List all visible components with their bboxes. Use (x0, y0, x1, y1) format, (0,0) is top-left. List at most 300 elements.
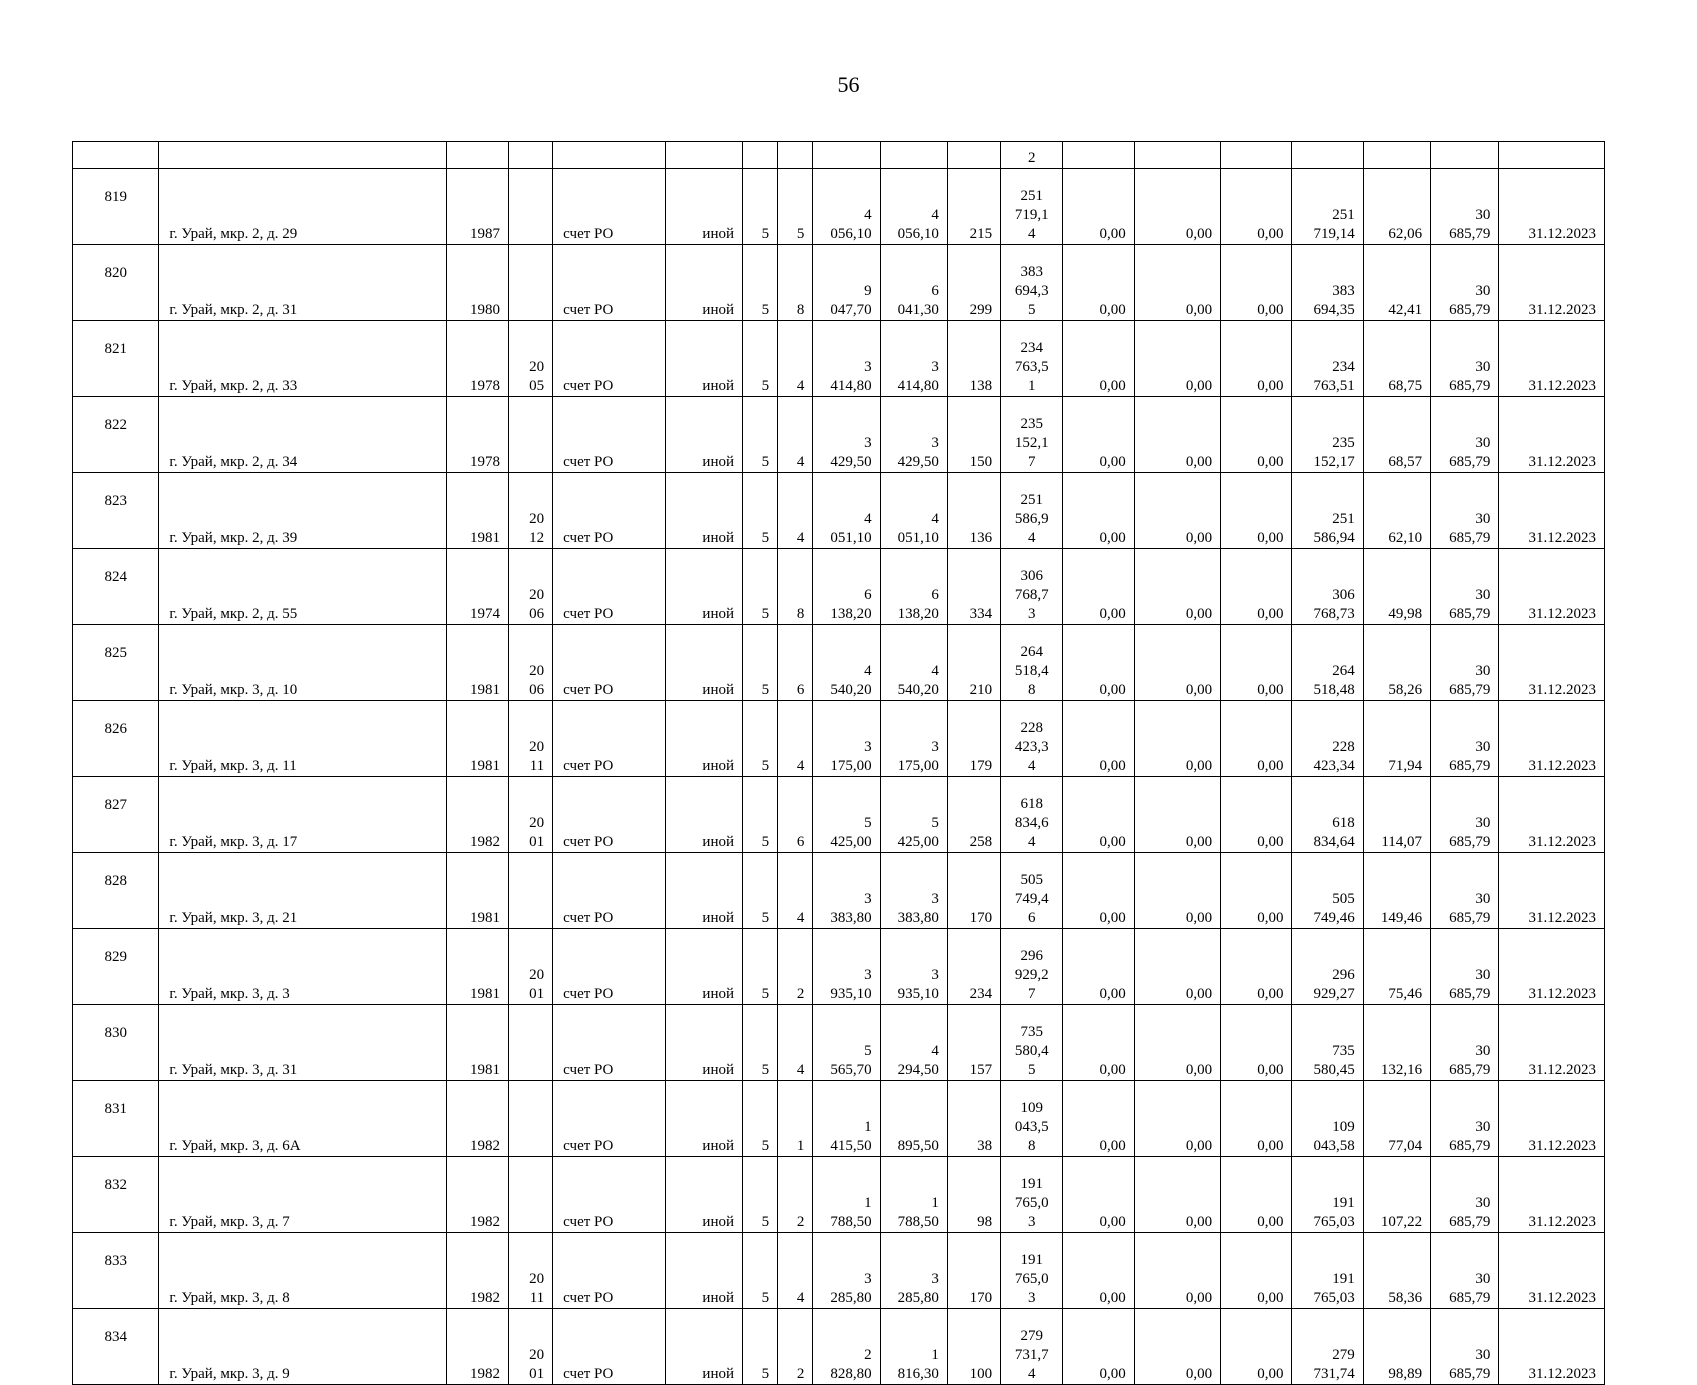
cost-per-m2-cell: 42,41 (1363, 245, 1430, 321)
cost-column-4-cell: 735 580,45 (1292, 1005, 1363, 1081)
floors-cell: 5 (743, 1157, 778, 1233)
total-area-cell: 3 429,50 (813, 397, 880, 473)
cost-limit-cell: 30 685,79 (1431, 245, 1499, 321)
header-cell (553, 142, 666, 169)
address-cell: г. Урай, мкр. 3, д. 6А (159, 1081, 446, 1157)
residents-cell: 98 (947, 1157, 1000, 1233)
floors-cell: 5 (743, 1233, 778, 1309)
cost-column-3-cell: 0,00 (1221, 1005, 1292, 1081)
total-area-cell: 5 565,70 (813, 1005, 880, 1081)
fund-method-cell: счет РО (553, 701, 666, 777)
address-cell: г. Урай, мкр. 2, д. 55 (159, 549, 446, 625)
address-cell: г. Урай, мкр. 3, д. 10 (159, 625, 446, 701)
floors-cell: 5 (743, 549, 778, 625)
year-repair-cell: 20 12 (508, 473, 552, 549)
cost-limit-cell: 30 685,79 (1431, 853, 1499, 929)
year-built-cell: 1982 (446, 1309, 508, 1385)
fund-method-cell: счет РО (553, 1081, 666, 1157)
cost-column-1-cell: 0,00 (1063, 1309, 1134, 1385)
residents-cell: 234 (947, 929, 1000, 1005)
cost-column-4-cell: 191 765,03 (1292, 1157, 1363, 1233)
cost-column-4-cell: 109 043,58 (1292, 1081, 1363, 1157)
cost-per-m2-cell: 71,94 (1363, 701, 1430, 777)
cost-column-3-cell: 0,00 (1221, 397, 1292, 473)
cost-limit-cell: 30 685,79 (1431, 169, 1499, 245)
living-area-cell: 3 383,80 (880, 853, 947, 929)
year-repair-cell: 20 05 (508, 321, 552, 397)
cost-column-2-cell: 0,00 (1134, 1157, 1220, 1233)
table-row (73, 169, 1605, 245)
table-row (73, 549, 1605, 625)
deadline-cell: 31.12.2023 (1499, 701, 1605, 777)
total-area-cell: 1 415,50 (813, 1081, 880, 1157)
floors-cell: 5 (743, 473, 778, 549)
living-area-cell: 1 788,50 (880, 1157, 947, 1233)
fund-method-cell: счет РО (553, 1233, 666, 1309)
residents-cell: 258 (947, 777, 1000, 853)
fund-method-cell: счет РО (553, 853, 666, 929)
floors-cell: 5 (743, 625, 778, 701)
cost-limit-cell: 30 685,79 (1431, 1233, 1499, 1309)
total-cost-cell: 191 765,0 3 (1001, 1157, 1063, 1233)
deadline-cell: 31.12.2023 (1499, 245, 1605, 321)
fund-method-cell: счет РО (553, 397, 666, 473)
cost-column-2-cell: 0,00 (1134, 1233, 1220, 1309)
building-type-cell: иной (665, 853, 742, 929)
cost-column-2-cell: 0,00 (1134, 853, 1220, 929)
cost-column-2-cell: 0,00 (1134, 321, 1220, 397)
total-cost-cell: 279 731,7 4 (1001, 1309, 1063, 1385)
total-cost-cell: 251 719,1 4 (1001, 169, 1063, 245)
cost-per-m2-cell: 49,98 (1363, 549, 1430, 625)
table-row (73, 397, 1605, 473)
entrances-cell: 1 (778, 1081, 813, 1157)
deadline-cell: 31.12.2023 (1499, 1157, 1605, 1233)
cost-column-3-cell: 0,00 (1221, 1309, 1292, 1385)
total-area-cell: 4 540,20 (813, 625, 880, 701)
year-repair-cell (508, 1157, 552, 1233)
cost-limit-cell: 30 685,79 (1431, 549, 1499, 625)
entrances-cell: 2 (778, 1157, 813, 1233)
fund-method-cell: счет РО (553, 1157, 666, 1233)
row-number-cell: 822 (73, 397, 159, 473)
header-cell (813, 142, 880, 169)
building-type-cell: иной (665, 929, 742, 1005)
year-repair-cell (508, 853, 552, 929)
table-row (73, 1005, 1605, 1081)
table-row (73, 321, 1605, 397)
fund-method-cell: счет РО (553, 473, 666, 549)
cost-column-4-cell: 251 719,14 (1292, 169, 1363, 245)
table-row (73, 1233, 1605, 1309)
header-cell (446, 142, 508, 169)
cost-column-3-cell: 0,00 (1221, 549, 1292, 625)
year-built-cell: 1978 (446, 321, 508, 397)
year-built-cell: 1981 (446, 625, 508, 701)
address-cell: г. Урай, мкр. 3, д. 17 (159, 777, 446, 853)
table-row (73, 245, 1605, 321)
cost-column-2-cell: 0,00 (1134, 701, 1220, 777)
cost-column-1-cell: 0,00 (1063, 397, 1134, 473)
living-area-cell: 6 041,30 (880, 245, 947, 321)
cost-per-m2-cell: 149,46 (1363, 853, 1430, 929)
floors-cell: 5 (743, 169, 778, 245)
cost-column-4-cell: 228 423,34 (1292, 701, 1363, 777)
fund-method-cell: счет РО (553, 929, 666, 1005)
cost-column-1-cell: 0,00 (1063, 1005, 1134, 1081)
header-cell (1063, 142, 1134, 169)
table-row (73, 473, 1605, 549)
building-type-cell: иной (665, 1309, 742, 1385)
header-cell (1363, 142, 1430, 169)
year-repair-cell (508, 1005, 552, 1081)
row-number-cell: 827 (73, 777, 159, 853)
year-repair-cell (508, 169, 552, 245)
cost-column-1-cell: 0,00 (1063, 321, 1134, 397)
deadline-cell: 31.12.2023 (1499, 777, 1605, 853)
cost-column-1-cell: 0,00 (1063, 777, 1134, 853)
cost-per-m2-cell: 132,16 (1363, 1005, 1430, 1081)
year-repair-cell: 20 01 (508, 777, 552, 853)
floors-cell: 5 (743, 397, 778, 473)
living-area-cell: 3 429,50 (880, 397, 947, 473)
cost-column-2-cell: 0,00 (1134, 1005, 1220, 1081)
cost-column-1-cell: 0,00 (1063, 625, 1134, 701)
row-number-cell: 834 (73, 1309, 159, 1385)
cost-column-3-cell: 0,00 (1221, 777, 1292, 853)
total-area-cell: 3 285,80 (813, 1233, 880, 1309)
entrances-cell: 2 (778, 929, 813, 1005)
living-area-cell: 3 175,00 (880, 701, 947, 777)
address-cell: г. Урай, мкр. 3, д. 21 (159, 853, 446, 929)
year-repair-cell: 20 01 (508, 929, 552, 1005)
fund-method-cell: счет РО (553, 1005, 666, 1081)
entrances-cell: 8 (778, 245, 813, 321)
entrances-cell: 8 (778, 549, 813, 625)
cost-limit-cell: 30 685,79 (1431, 777, 1499, 853)
total-cost-cell: 264 518,4 8 (1001, 625, 1063, 701)
cost-column-1-cell: 0,00 (1063, 473, 1134, 549)
row-number-cell: 825 (73, 625, 159, 701)
cost-column-4-cell: 191 765,03 (1292, 1233, 1363, 1309)
fund-method-cell: счет РО (553, 549, 666, 625)
address-cell: г. Урай, мкр. 3, д. 3 (159, 929, 446, 1005)
entrances-cell: 4 (778, 397, 813, 473)
floors-cell: 5 (743, 1081, 778, 1157)
fund-method-cell: счет РО (553, 321, 666, 397)
table-row (73, 1309, 1605, 1385)
row-number-cell: 820 (73, 245, 159, 321)
cost-column-2-cell: 0,00 (1134, 549, 1220, 625)
cost-column-1-cell: 0,00 (1063, 853, 1134, 929)
cost-per-m2-cell: 68,75 (1363, 321, 1430, 397)
living-area-cell: 1 816,30 (880, 1309, 947, 1385)
address-cell: г. Урай, мкр. 3, д. 7 (159, 1157, 446, 1233)
row-number-cell: 823 (73, 473, 159, 549)
cost-column-2-cell: 0,00 (1134, 245, 1220, 321)
entrances-cell: 6 (778, 777, 813, 853)
cost-limit-cell: 30 685,79 (1431, 701, 1499, 777)
living-area-cell: 3 935,10 (880, 929, 947, 1005)
total-cost-cell: 109 043,5 8 (1001, 1081, 1063, 1157)
total-cost-cell: 306 768,7 3 (1001, 549, 1063, 625)
year-built-cell: 1982 (446, 777, 508, 853)
entrances-cell: 5 (778, 169, 813, 245)
total-area-cell: 6 138,20 (813, 549, 880, 625)
total-cost-cell: 228 423,3 4 (1001, 701, 1063, 777)
total-area-cell: 3 935,10 (813, 929, 880, 1005)
cost-column-1-cell: 0,00 (1063, 1233, 1134, 1309)
table-row (73, 1157, 1605, 1233)
cost-limit-cell: 30 685,79 (1431, 1157, 1499, 1233)
cost-column-1-cell: 0,00 (1063, 929, 1134, 1005)
cost-column-2-cell: 0,00 (1134, 1081, 1220, 1157)
row-number-cell: 821 (73, 321, 159, 397)
cost-limit-cell: 30 685,79 (1431, 397, 1499, 473)
total-area-cell: 2 828,80 (813, 1309, 880, 1385)
cost-per-m2-cell: 62,10 (1363, 473, 1430, 549)
row-number-cell: 826 (73, 701, 159, 777)
fund-method-cell: счет РО (553, 245, 666, 321)
address-cell: г. Урай, мкр. 2, д. 39 (159, 473, 446, 549)
cost-limit-cell: 30 685,79 (1431, 473, 1499, 549)
year-built-cell: 1981 (446, 929, 508, 1005)
deadline-cell: 31.12.2023 (1499, 853, 1605, 929)
building-type-cell: иной (665, 1233, 742, 1309)
deadline-cell: 31.12.2023 (1499, 929, 1605, 1005)
living-area-cell: 895,50 (880, 1081, 947, 1157)
entrances-cell: 4 (778, 321, 813, 397)
year-built-cell: 1978 (446, 397, 508, 473)
floors-cell: 5 (743, 929, 778, 1005)
living-area-cell: 6 138,20 (880, 549, 947, 625)
year-built-cell: 1981 (446, 1005, 508, 1081)
residents-cell: 170 (947, 853, 1000, 929)
total-cost-cell: 735 580,4 5 (1001, 1005, 1063, 1081)
cost-column-3-cell: 0,00 (1221, 625, 1292, 701)
deadline-cell: 31.12.2023 (1499, 321, 1605, 397)
cost-limit-cell: 30 685,79 (1431, 321, 1499, 397)
building-type-cell: иной (665, 473, 742, 549)
header-row (73, 142, 1605, 169)
cost-column-1-cell: 0,00 (1063, 701, 1134, 777)
cost-column-1-cell: 0,00 (1063, 245, 1134, 321)
total-cost-cell: 234 763,5 1 (1001, 321, 1063, 397)
living-area-cell: 4 294,50 (880, 1005, 947, 1081)
deadline-cell: 31.12.2023 (1499, 625, 1605, 701)
living-area-cell: 3 285,80 (880, 1233, 947, 1309)
deadline-cell: 31.12.2023 (1499, 397, 1605, 473)
total-cost-cell: 383 694,3 5 (1001, 245, 1063, 321)
cost-column-3-cell: 0,00 (1221, 1233, 1292, 1309)
year-built-cell: 1987 (446, 169, 508, 245)
row-number-cell: 830 (73, 1005, 159, 1081)
year-built-cell: 1980 (446, 245, 508, 321)
floors-cell: 5 (743, 321, 778, 397)
total-cost-cell: 505 749,4 6 (1001, 853, 1063, 929)
building-type-cell: иной (665, 625, 742, 701)
cost-column-2-cell: 0,00 (1134, 473, 1220, 549)
table-row (73, 853, 1605, 929)
total-area-cell: 4 056,10 (813, 169, 880, 245)
cost-column-2-cell: 0,00 (1134, 929, 1220, 1005)
cost-column-1-cell: 0,00 (1063, 549, 1134, 625)
row-number-cell: 831 (73, 1081, 159, 1157)
deadline-cell: 31.12.2023 (1499, 169, 1605, 245)
building-type-cell: иной (665, 169, 742, 245)
cost-column-2-cell: 0,00 (1134, 625, 1220, 701)
year-built-cell: 1974 (446, 549, 508, 625)
year-built-cell: 1982 (446, 1157, 508, 1233)
year-repair-cell: 20 06 (508, 625, 552, 701)
floors-cell: 5 (743, 245, 778, 321)
cost-column-1-cell: 0,00 (1063, 1081, 1134, 1157)
year-repair-cell (508, 245, 552, 321)
living-area-cell: 4 051,10 (880, 473, 947, 549)
header-cell: 2 (1001, 142, 1063, 169)
header-cell (880, 142, 947, 169)
total-cost-cell: 296 929,2 7 (1001, 929, 1063, 1005)
cost-column-4-cell: 234 763,51 (1292, 321, 1363, 397)
cost-column-4-cell: 251 586,94 (1292, 473, 1363, 549)
row-number-cell: 819 (73, 169, 159, 245)
cost-column-4-cell: 306 768,73 (1292, 549, 1363, 625)
row-number-cell: 828 (73, 853, 159, 929)
cost-column-2-cell: 0,00 (1134, 1309, 1220, 1385)
building-type-cell: иной (665, 1005, 742, 1081)
address-cell: г. Урай, мкр. 3, д. 9 (159, 1309, 446, 1385)
cost-column-4-cell: 296 929,27 (1292, 929, 1363, 1005)
cost-column-1-cell: 0,00 (1063, 169, 1134, 245)
year-built-cell: 1982 (446, 1081, 508, 1157)
floors-cell: 5 (743, 1309, 778, 1385)
floors-cell: 5 (743, 777, 778, 853)
residents-cell: 210 (947, 625, 1000, 701)
row-number-cell: 832 (73, 1157, 159, 1233)
cost-per-m2-cell: 114,07 (1363, 777, 1430, 853)
residents-cell: 215 (947, 169, 1000, 245)
building-type-cell: иной (665, 549, 742, 625)
residents-cell: 136 (947, 473, 1000, 549)
cost-limit-cell: 30 685,79 (1431, 929, 1499, 1005)
cost-column-4-cell: 279 731,74 (1292, 1309, 1363, 1385)
cost-column-4-cell: 618 834,64 (1292, 777, 1363, 853)
row-number-cell: 824 (73, 549, 159, 625)
cost-per-m2-cell: 62,06 (1363, 169, 1430, 245)
building-type-cell: иной (665, 701, 742, 777)
header-cell (159, 142, 446, 169)
cost-column-3-cell: 0,00 (1221, 169, 1292, 245)
address-cell: г. Урай, мкр. 3, д. 11 (159, 701, 446, 777)
residents-cell: 334 (947, 549, 1000, 625)
deadline-cell: 31.12.2023 (1499, 549, 1605, 625)
header-cell (73, 142, 159, 169)
header-cell (743, 142, 778, 169)
year-built-cell: 1981 (446, 853, 508, 929)
deadline-cell: 31.12.2023 (1499, 473, 1605, 549)
cost-column-4-cell: 505 749,46 (1292, 853, 1363, 929)
cost-per-m2-cell: 58,26 (1363, 625, 1430, 701)
cost-column-3-cell: 0,00 (1221, 1081, 1292, 1157)
header-cell (1134, 142, 1220, 169)
floors-cell: 5 (743, 853, 778, 929)
residents-cell: 150 (947, 397, 1000, 473)
cost-column-3-cell: 0,00 (1221, 245, 1292, 321)
total-cost-cell: 191 765,0 3 (1001, 1233, 1063, 1309)
entrances-cell: 4 (778, 853, 813, 929)
cost-limit-cell: 30 685,79 (1431, 1309, 1499, 1385)
residents-cell: 138 (947, 321, 1000, 397)
living-area-cell: 5 425,00 (880, 777, 947, 853)
cost-column-2-cell: 0,00 (1134, 777, 1220, 853)
cost-column-4-cell: 383 694,35 (1292, 245, 1363, 321)
living-area-cell: 4 056,10 (880, 169, 947, 245)
table-body (73, 142, 1605, 1385)
page-number: 56 (837, 72, 860, 97)
header-cell (1221, 142, 1292, 169)
fund-method-cell: счет РО (553, 625, 666, 701)
header-cell (1431, 142, 1499, 169)
table-row (73, 625, 1605, 701)
floors-cell: 5 (743, 701, 778, 777)
residents-cell: 100 (947, 1309, 1000, 1385)
total-area-cell: 3 383,80 (813, 853, 880, 929)
total-area-cell: 4 051,10 (813, 473, 880, 549)
cost-column-3-cell: 0,00 (1221, 929, 1292, 1005)
table-row (73, 777, 1605, 853)
building-type-cell: иной (665, 1157, 742, 1233)
living-area-cell: 4 540,20 (880, 625, 947, 701)
residents-cell: 179 (947, 701, 1000, 777)
fund-method-cell: счет РО (553, 777, 666, 853)
year-built-cell: 1981 (446, 701, 508, 777)
total-cost-cell: 251 586,9 4 (1001, 473, 1063, 549)
cost-column-2-cell: 0,00 (1134, 169, 1220, 245)
header-cell (665, 142, 742, 169)
address-cell: г. Урай, мкр. 2, д. 34 (159, 397, 446, 473)
living-area-cell: 3 414,80 (880, 321, 947, 397)
total-area-cell: 5 425,00 (813, 777, 880, 853)
entrances-cell: 4 (778, 701, 813, 777)
cost-column-3-cell: 0,00 (1221, 701, 1292, 777)
total-area-cell: 3 175,00 (813, 701, 880, 777)
address-cell: г. Урай, мкр. 2, д. 33 (159, 321, 446, 397)
year-repair-cell (508, 1081, 552, 1157)
address-cell: г. Урай, мкр. 2, д. 31 (159, 245, 446, 321)
fund-method-cell: счет РО (553, 1309, 666, 1385)
entrances-cell: 2 (778, 1309, 813, 1385)
year-repair-cell: 20 01 (508, 1309, 552, 1385)
table-row (73, 1081, 1605, 1157)
row-number-cell: 829 (73, 929, 159, 1005)
fund-method-cell: счет РО (553, 169, 666, 245)
building-type-cell: иной (665, 397, 742, 473)
total-cost-cell: 235 152,1 7 (1001, 397, 1063, 473)
cost-limit-cell: 30 685,79 (1431, 625, 1499, 701)
year-repair-cell: 20 06 (508, 549, 552, 625)
address-cell: г. Урай, мкр. 3, д. 31 (159, 1005, 446, 1081)
cost-limit-cell: 30 685,79 (1431, 1005, 1499, 1081)
cost-per-m2-cell: 75,46 (1363, 929, 1430, 1005)
entrances-cell: 4 (778, 1005, 813, 1081)
cost-column-3-cell: 0,00 (1221, 321, 1292, 397)
cost-column-3-cell: 0,00 (1221, 1157, 1292, 1233)
entrances-cell: 6 (778, 625, 813, 701)
building-type-cell: иной (665, 777, 742, 853)
header-cell (947, 142, 1000, 169)
cost-column-4-cell: 235 152,17 (1292, 397, 1363, 473)
cost-per-m2-cell: 107,22 (1363, 1157, 1430, 1233)
